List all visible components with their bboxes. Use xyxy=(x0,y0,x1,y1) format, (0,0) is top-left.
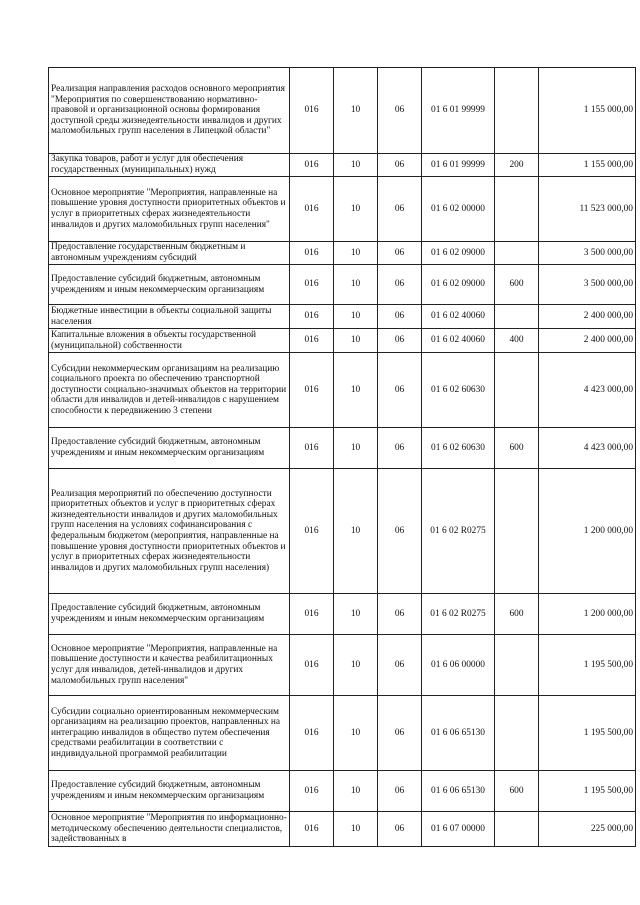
expense-type-cell xyxy=(495,177,539,242)
amount-cell: 1 155 000,00 xyxy=(539,68,636,154)
target-article-cell: 01 6 07 00000 xyxy=(422,812,495,847)
table-row xyxy=(49,68,636,154)
ministry-code-cell: 016 xyxy=(290,696,334,771)
ministry-code-cell: 016 xyxy=(290,812,334,847)
section-code-cell: 10 xyxy=(334,242,378,265)
section-code-cell: 10 xyxy=(334,771,378,812)
subsection-code-cell: 06 xyxy=(378,594,422,635)
item-name-cell: Закупка товаров, работ и услуг для обеспечения государственных (муниципальных) нужд xyxy=(49,154,290,177)
target-article-cell: 01 6 02 09000 xyxy=(422,242,495,265)
item-name-cell: Субсидии некоммерческим организациям на реализацию социального проекта по обеспечению транспортной доступности социально-значимых объектов на территории области для инвалидов и детей-инвалидов с нарушением способности к передвижению 3 степени xyxy=(49,353,290,428)
item-name-cell: Реализация мероприятий по обеспечению доступности приоритетных объектов и услуг в приоритетных сферах жизнедеятельности инвалидов и других маломобильных групп населения на условиях софинансирования с федеральным бюджетом (мероприятия, направленные на повышение уровня доступности приоритетных объектов и услуг в приоритетных сферах жизнедеятельности инвалидов и других маломобильных групп населения) xyxy=(49,469,290,594)
target-article-cell: 01 6 06 00000 xyxy=(422,635,495,696)
table-row xyxy=(49,771,636,812)
amount-cell: 3 500 000,00 xyxy=(539,265,636,305)
table-row xyxy=(49,265,636,305)
target-article-cell: 01 6 02 60630 xyxy=(422,353,495,428)
section-code-cell: 10 xyxy=(334,177,378,242)
expense-type-cell: 600 xyxy=(495,428,539,469)
target-article-cell: 01 6 01 99999 xyxy=(422,154,495,177)
item-name-cell: Предоставление государственным бюджетным и автономным учреждениям субсидий xyxy=(49,242,290,265)
amount-cell: 2 400 000,00 xyxy=(539,305,636,329)
amount-cell: 1 200 000,00 xyxy=(539,469,636,594)
ministry-code-cell: 016 xyxy=(290,353,334,428)
table-body xyxy=(49,68,636,847)
target-article-cell: 01 6 02 R0275 xyxy=(422,594,495,635)
subsection-code-cell: 06 xyxy=(378,771,422,812)
table-row xyxy=(49,305,636,329)
item-name-cell: Предоставление субсидий бюджетным, автономным учреждениям и иным некоммерческим организациям xyxy=(49,771,290,812)
amount-cell: 1 195 500,00 xyxy=(539,696,636,771)
table-row xyxy=(49,177,636,242)
target-article-cell: 01 6 06 65130 xyxy=(422,696,495,771)
target-article-cell: 01 6 02 00000 xyxy=(422,177,495,242)
item-name-cell: Бюджетные инвестиции в объекты социальной защиты населения xyxy=(49,305,290,329)
item-name-cell: Предоставление субсидий бюджетным, автономным учреждениям и иным некоммерческим организациям xyxy=(49,265,290,305)
expense-type-cell: 600 xyxy=(495,594,539,635)
item-name-cell: Основное мероприятие "Мероприятия по информационно-методическому обеспечению деятельности специалистов, задействованных в xyxy=(49,812,290,847)
table-row xyxy=(49,154,636,177)
table-row xyxy=(49,635,636,696)
section-code-cell: 10 xyxy=(334,353,378,428)
target-article-cell: 01 6 02 09000 xyxy=(422,265,495,305)
table-row xyxy=(49,242,636,265)
ministry-code-cell: 016 xyxy=(290,177,334,242)
expense-type-cell xyxy=(495,305,539,329)
amount-cell: 1 200 000,00 xyxy=(539,594,636,635)
section-code-cell: 10 xyxy=(334,812,378,847)
expense-type-cell xyxy=(495,696,539,771)
amount-cell: 1 195 500,00 xyxy=(539,635,636,696)
item-name-cell: Предоставление субсидий бюджетным, автономным учреждениям и иным некоммерческим организациям xyxy=(49,428,290,469)
target-article-cell: 01 6 02 R0275 xyxy=(422,469,495,594)
subsection-code-cell: 06 xyxy=(378,635,422,696)
target-article-cell: 01 6 02 60630 xyxy=(422,428,495,469)
table-row xyxy=(49,329,636,353)
expense-type-cell xyxy=(495,353,539,428)
section-code-cell: 10 xyxy=(334,594,378,635)
subsection-code-cell: 06 xyxy=(378,353,422,428)
item-name-cell: Капитальные вложения в объекты государственной (муниципальной) собственности xyxy=(49,329,290,353)
ministry-code-cell: 016 xyxy=(290,635,334,696)
amount-cell: 2 400 000,00 xyxy=(539,329,636,353)
expense-type-cell: 600 xyxy=(495,265,539,305)
subsection-code-cell: 06 xyxy=(378,469,422,594)
subsection-code-cell: 06 xyxy=(378,68,422,154)
subsection-code-cell: 06 xyxy=(378,428,422,469)
ministry-code-cell: 016 xyxy=(290,771,334,812)
expense-type-cell xyxy=(495,68,539,154)
ministry-code-cell: 016 xyxy=(290,469,334,594)
amount-cell: 225 000,00 xyxy=(539,812,636,847)
target-article-cell: 01 6 02 40060 xyxy=(422,305,495,329)
subsection-code-cell: 06 xyxy=(378,242,422,265)
section-code-cell: 10 xyxy=(334,68,378,154)
table-row xyxy=(49,812,636,847)
section-code-cell: 10 xyxy=(334,469,378,594)
ministry-code-cell: 016 xyxy=(290,305,334,329)
expense-type-cell xyxy=(495,635,539,696)
amount-cell: 4 423 000,00 xyxy=(539,353,636,428)
expense-type-cell xyxy=(495,469,539,594)
subsection-code-cell: 06 xyxy=(378,154,422,177)
section-code-cell: 10 xyxy=(334,635,378,696)
ministry-code-cell: 016 xyxy=(290,329,334,353)
expense-type-cell: 600 xyxy=(495,771,539,812)
ministry-code-cell: 016 xyxy=(290,594,334,635)
expense-type-cell xyxy=(495,812,539,847)
table-row xyxy=(49,353,636,428)
section-code-cell: 10 xyxy=(334,154,378,177)
subsection-code-cell: 06 xyxy=(378,177,422,242)
table-row xyxy=(49,428,636,469)
section-code-cell: 10 xyxy=(334,305,378,329)
amount-cell: 11 523 000,00 xyxy=(539,177,636,242)
table-row xyxy=(49,696,636,771)
subsection-code-cell: 06 xyxy=(378,329,422,353)
amount-cell: 4 423 000,00 xyxy=(539,428,636,469)
target-article-cell: 01 6 02 40060 xyxy=(422,329,495,353)
expense-type-cell: 400 xyxy=(495,329,539,353)
subsection-code-cell: 06 xyxy=(378,812,422,847)
expense-type-cell: 200 xyxy=(495,154,539,177)
amount-cell: 3 500 000,00 xyxy=(539,242,636,265)
ministry-code-cell: 016 xyxy=(290,154,334,177)
expense-type-cell xyxy=(495,242,539,265)
target-article-cell: 01 6 01 99999 xyxy=(422,68,495,154)
ministry-code-cell: 016 xyxy=(290,428,334,469)
subsection-code-cell: 06 xyxy=(378,305,422,329)
subsection-code-cell: 06 xyxy=(378,696,422,771)
item-name-cell: Реализация направления расходов основного мероприятия "Мероприятия по совершенствованию нормативно-правовой и организационной основы формирования доступной среды жизнедеятельности инвалидов и других маломобильных групп населения в Липецкой области" xyxy=(49,68,290,154)
item-name-cell: Основное мероприятие "Мероприятия, направленные на повышение уровня доступности приоритетных объектов и услуг в приоритетных сферах жизнедеятельности инвалидов и других маломобильных групп населения" xyxy=(49,177,290,242)
item-name-cell: Предоставление субсидий бюджетным, автономным учреждениям и иным некоммерческим организациям xyxy=(49,594,290,635)
subsection-code-cell: 06 xyxy=(378,265,422,305)
ministry-code-cell: 016 xyxy=(290,68,334,154)
target-article-cell: 01 6 06 65130 xyxy=(422,771,495,812)
table-row xyxy=(49,594,636,635)
section-code-cell: 10 xyxy=(334,696,378,771)
section-code-cell: 10 xyxy=(334,265,378,305)
item-name-cell: Субсидии социально ориентированным некоммерческим организациям на реализацию проектов, направленных на интеграцию инвалидов в общество путем обеспечения средствами реабилитации в соответствии с индивидуальной программой реабилитации xyxy=(49,696,290,771)
budget-table xyxy=(48,67,636,847)
item-name-cell: Основное мероприятие "Мероприятия, направленные на повышение доступности и качества реабилитационных услуг для инвалидов, детей-инвалидов и других маломобильных групп населения" xyxy=(49,635,290,696)
section-code-cell: 10 xyxy=(334,428,378,469)
ministry-code-cell: 016 xyxy=(290,265,334,305)
ministry-code-cell: 016 xyxy=(290,242,334,265)
amount-cell: 1 155 000,00 xyxy=(539,154,636,177)
amount-cell: 1 195 500,00 xyxy=(539,771,636,812)
table-row xyxy=(49,469,636,594)
section-code-cell: 10 xyxy=(334,329,378,353)
